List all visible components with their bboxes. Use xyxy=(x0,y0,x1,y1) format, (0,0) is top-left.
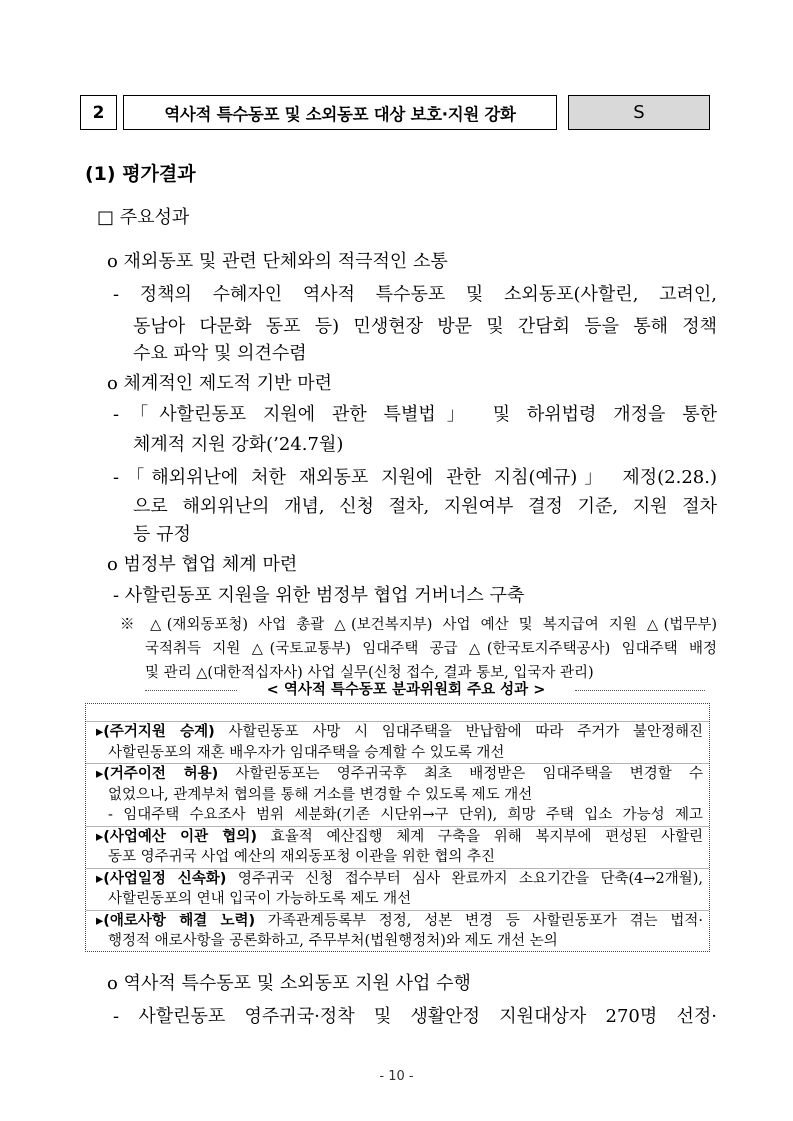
achievement-text: 효율적 예산집행 체계 구축을 위해 복지부에 편성된 사할린 xyxy=(256,828,704,845)
body-line: - 사할린동포 영주귀국·정착 및 생활안정 지원대상자 270명 선정· xyxy=(113,1006,717,1027)
achievements-box-title: < 역사적 특수동포 분과위원회 주요 성과 > xyxy=(266,682,546,698)
achievement-item xyxy=(86,910,709,952)
section-number: 2 xyxy=(92,102,105,123)
achievement-label: (사업일정 신속화) xyxy=(103,870,227,887)
section-number-box xyxy=(80,95,117,130)
achievement-item xyxy=(86,826,709,868)
box-title-rule-right xyxy=(575,690,705,691)
section-title-box xyxy=(123,95,557,130)
achievement-line xyxy=(96,827,703,848)
achievement-item xyxy=(86,868,709,910)
body-line: 으로 해외위난의 개념, 신청 절차, 지원여부 결정 기준, 지원 절차 xyxy=(133,496,717,517)
achievement-line: 없었으나, 관계부처 협의를 통해 거소를 변경할 수 있도록 제도 개선 xyxy=(108,786,533,803)
page-number: - 10 - xyxy=(379,1069,414,1084)
grade-value: S xyxy=(633,102,645,123)
achievement-label: (사업예산 이관 협의) xyxy=(103,828,257,845)
note-line: ※ △(재외동포청) 사업 총괄 △(보건복지부) 사업 예산 및 복지급여 지원 △(법무부) xyxy=(120,617,717,633)
note-line: 및 관리 △(대한적십자사) 사업 실무(신청 접수, 결과 통보, 입국자 관리) xyxy=(145,665,594,681)
body-line: 등 규정 xyxy=(133,524,191,545)
achievement-line: 사할린동포의 재혼 배우자가 임대주택을 승계할 수 있도록 개선 xyxy=(108,744,505,761)
triangle-bullet-icon: ▸ xyxy=(96,724,104,740)
triangle-bullet-icon: ▸ xyxy=(96,828,104,845)
achievement-item xyxy=(86,721,709,763)
body-line: 체계적 지원 강화(’24.7월) xyxy=(133,434,344,455)
achievement-line xyxy=(96,722,703,743)
key-achievements-heading: □ 주요성과 xyxy=(97,207,190,228)
achievement-label: (애로사항 해결 노력) xyxy=(103,912,256,929)
triangle-bullet-icon: ▸ xyxy=(96,766,104,782)
achievement-line xyxy=(96,911,703,932)
point-heading: ο 역사적 특수동포 및 소외동포 지원 사업 수행 xyxy=(107,973,471,994)
achievement-text: 사할린동포는 영주귀국후 최초 배정받은 임대주택을 변경할 수 xyxy=(218,766,704,782)
achievement-line: 동포 영주귀국 사업 예산의 재외동포청 이관을 위한 협의 추진 xyxy=(108,849,496,865)
body-line: - 정책의 수혜자인 역사적 특수동포 및 소외동포(사할린, 고려인, xyxy=(113,284,717,305)
achievement-label: (거주이전 허용) xyxy=(103,766,219,782)
grade-box xyxy=(568,95,710,130)
evaluation-result-heading: (1) 평가결과 xyxy=(85,163,196,185)
achievement-subline: - 임대주택 수요조사 범위 세분화(기존 시단위→구 단위), 희망 주택 입소 가능성 제고 xyxy=(108,807,703,823)
point-heading: ο 체계적인 제도적 기반 마련 xyxy=(107,373,332,394)
triangle-bullet-icon: ▸ xyxy=(96,870,104,887)
achievement-text: 영주귀국 신청 접수부터 심사 완료까지 소요기간을 단축(4→2개월), xyxy=(226,870,703,887)
achievement-text: 사할린동포 사망 시 임대주택을 반납함에 따라 주거가 불안정해진 xyxy=(214,724,704,740)
note-line: 국적취득 지원 △(국토교통부) 임대주택 공급 △(한국토지주택공사) 임대주택 배정 xyxy=(145,641,717,657)
achievements-box xyxy=(85,703,710,952)
point-heading: ο 범정부 협업 체계 마련 xyxy=(107,554,298,575)
box-title-rule-left xyxy=(145,690,237,691)
achievement-item xyxy=(86,763,709,826)
achievement-text: 가족관계등록부 정정, 성본 변경 등 사할린동포가 겪는 법적· xyxy=(255,912,704,929)
body-line: 수요 파악 및 의견수렴 xyxy=(133,343,307,364)
body-line: -「사할린동포 지원에 관한 특별법」 및 하위법령 개정을 통한 xyxy=(113,404,717,425)
triangle-bullet-icon: ▸ xyxy=(96,912,104,929)
point-heading: ο 재외동포 및 관련 단체와의 적극적인 소통 xyxy=(107,251,448,272)
body-line: - 사할린동포 지원을 위한 범정부 협업 거버너스 구축 xyxy=(113,585,525,606)
achievement-label: (주거지원 승계) xyxy=(103,724,215,740)
body-line: -「해외위난에 처한 재외동포 지원에 관한 지침(예규)」 제정(2.28.) xyxy=(113,467,717,488)
achievement-line xyxy=(96,869,703,890)
body-line: 동남아 다문화 동포 등) 민생현장 방문 및 간담회 등을 통해 정책 xyxy=(133,316,717,337)
achievement-line: 행정적 애로사항을 공론화하고, 주무부처(법원행정처)와 제도 개선 논의 xyxy=(108,933,558,949)
achievement-line xyxy=(96,764,703,785)
achievement-line: 사할린동포의 연내 입국이 가능하도록 제도 개선 xyxy=(108,891,412,907)
section-title: 역사적 특수동포 및 소외동포 대상 보호·지원 강화 xyxy=(164,104,516,124)
